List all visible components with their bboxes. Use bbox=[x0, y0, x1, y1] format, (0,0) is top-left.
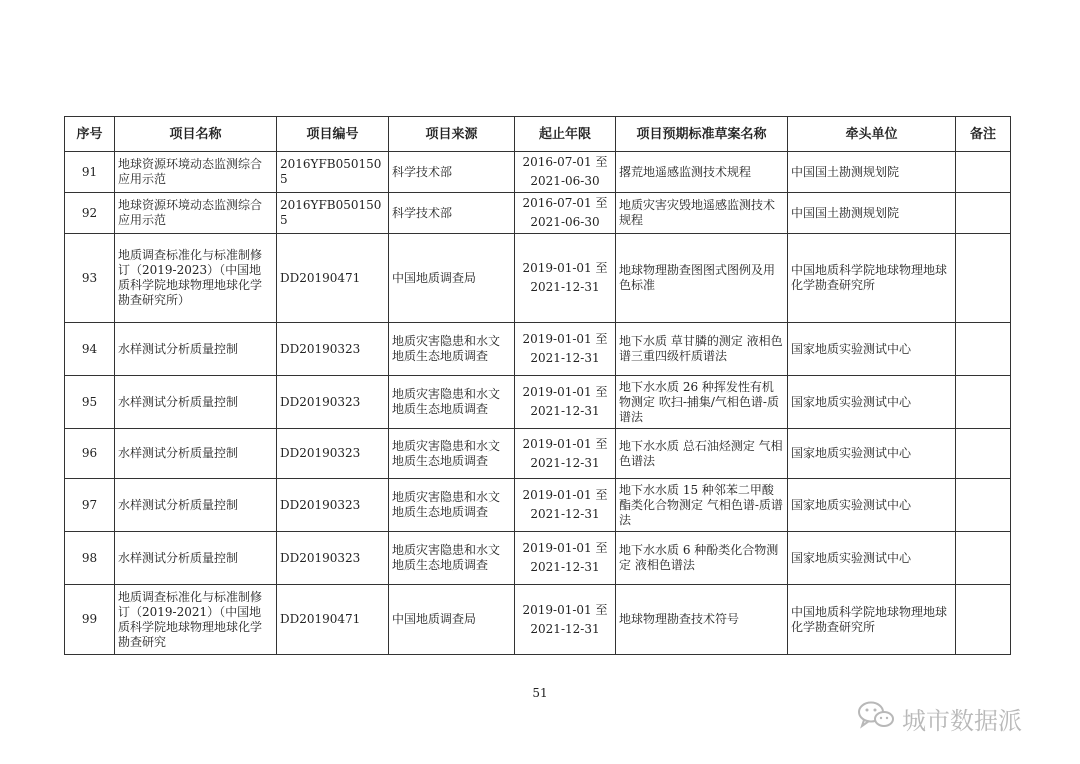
cell-remarks bbox=[956, 532, 1011, 585]
cell-no: 93 bbox=[65, 234, 115, 323]
cell-project-name: 地球资源环境动态监测综合应用示范 bbox=[115, 152, 277, 193]
cell-project-source: 地质灾害隐患和水文地质生态地质调查 bbox=[389, 429, 515, 479]
cell-standard-name: 地质灾害灾毁地遥感监测技术规程 bbox=[616, 193, 788, 234]
cell-period bbox=[515, 234, 616, 323]
cell-remarks bbox=[956, 152, 1011, 193]
period-end: 2021-12-31 bbox=[530, 560, 600, 574]
cell-remarks bbox=[956, 234, 1011, 323]
cell-period bbox=[515, 152, 616, 193]
cell-project-name: 地质调查标准化与标准制修订（2019-2023）（中国地质科学院地球物理地球化学勘查研究所） bbox=[115, 234, 277, 323]
cell-project-source: 地质灾害隐患和水文地质生态地质调查 bbox=[389, 376, 515, 429]
cell-no: 97 bbox=[65, 479, 115, 532]
standards-table bbox=[64, 116, 1011, 655]
table-row bbox=[65, 479, 1011, 532]
table-row bbox=[65, 152, 1011, 193]
period-end: 2021-12-31 bbox=[530, 507, 600, 521]
period-end: 2021-12-31 bbox=[530, 351, 600, 365]
cell-project-source: 科学技术部 bbox=[389, 193, 515, 234]
cell-lead-unit: 国家地质实验测试中心 bbox=[788, 532, 956, 585]
cell-lead-unit: 中国地质科学院地球物理地球化学勘查研究所 bbox=[788, 585, 956, 655]
cell-project-source: 中国地质调查局 bbox=[389, 234, 515, 323]
cell-project-code: 2016YFB0501505 bbox=[277, 152, 389, 193]
watermark bbox=[856, 700, 1022, 736]
page-number: 51 bbox=[532, 686, 548, 700]
cell-period bbox=[515, 532, 616, 585]
cell-standard-name: 地下水水质 总石油烃测定 气相色谱法 bbox=[616, 429, 788, 479]
cell-project-name: 水样测试分析质量控制 bbox=[115, 429, 277, 479]
cell-lead-unit: 中国国土勘测规划院 bbox=[788, 152, 956, 193]
period-start: 2019-01-01 至 bbox=[522, 332, 608, 346]
table-row bbox=[65, 193, 1011, 234]
period-start: 2019-01-01 至 bbox=[522, 602, 608, 617]
period-end: 2021-12-31 bbox=[530, 455, 600, 470]
cell-project-code: DD20190323 bbox=[277, 323, 389, 376]
cell-project-source: 中国地质调查局 bbox=[389, 585, 515, 655]
period-start: 2016-07-01 至 bbox=[522, 196, 608, 210]
header-lead-unit: 牵头单位 bbox=[788, 117, 956, 152]
cell-remarks bbox=[956, 376, 1011, 429]
period-end: 2021-12-31 bbox=[530, 404, 600, 418]
cell-project-code: 2016YFB0501505 bbox=[277, 193, 389, 234]
cell-no: 99 bbox=[65, 585, 115, 655]
table-row bbox=[65, 532, 1011, 585]
period-start: 2019-01-01 至 bbox=[522, 436, 608, 451]
cell-period bbox=[515, 323, 616, 376]
period-end: 2021-12-31 bbox=[530, 280, 600, 294]
cell-standard-name: 地下水水质 15 种邻苯二甲酸酯类化合物测定 气相色谱-质谱法 bbox=[616, 479, 788, 532]
cell-standard-name: 地球物理勘查技术符号 bbox=[616, 585, 788, 655]
cell-remarks bbox=[956, 323, 1011, 376]
cell-remarks bbox=[956, 429, 1011, 479]
cell-remarks bbox=[956, 193, 1011, 234]
cell-no: 92 bbox=[65, 193, 115, 234]
cell-lead-unit: 中国地质科学院地球物理地球化学勘查研究所 bbox=[788, 234, 956, 323]
cell-project-code: DD20190323 bbox=[277, 376, 389, 429]
cell-remarks bbox=[956, 585, 1011, 655]
period-start: 2016-07-01 至 bbox=[522, 155, 608, 169]
period-start: 2019-01-01 至 bbox=[522, 541, 608, 555]
cell-project-code: DD20190471 bbox=[277, 585, 389, 655]
header-project-name: 项目名称 bbox=[115, 117, 277, 152]
table-row bbox=[65, 376, 1011, 429]
cell-project-name: 地质调查标准化与标准制修订（2019-2021）（中国地质科学院地球物理地球化学勘查研究 bbox=[115, 585, 277, 655]
cell-no: 94 bbox=[65, 323, 115, 376]
cell-project-code: DD20190323 bbox=[277, 429, 389, 479]
cell-no: 96 bbox=[65, 429, 115, 479]
cell-project-source: 地质灾害隐患和水文地质生态地质调查 bbox=[389, 323, 515, 376]
cell-project-name: 水样测试分析质量控制 bbox=[115, 479, 277, 532]
cell-lead-unit: 国家地质实验测试中心 bbox=[788, 479, 956, 532]
cell-period bbox=[515, 376, 616, 429]
table-row bbox=[65, 429, 1011, 479]
cell-standard-name: 地球物理勘查图图式图例及用色标准 bbox=[616, 234, 788, 323]
cell-project-code: DD20190471 bbox=[277, 234, 389, 323]
cell-project-name: 地球资源环境动态监测综合应用示范 bbox=[115, 193, 277, 234]
cell-project-code: DD20190323 bbox=[277, 532, 389, 585]
period-start: 2019-01-01 至 bbox=[522, 488, 608, 502]
cell-period bbox=[515, 429, 616, 479]
header-period: 起止年限 bbox=[515, 117, 616, 152]
cell-lead-unit: 国家地质实验测试中心 bbox=[788, 429, 956, 479]
header-project-source: 项目来源 bbox=[389, 117, 515, 152]
cell-standard-name: 地下水水质 6 种酚类化合物测定 液相色谱法 bbox=[616, 532, 788, 585]
cell-no: 98 bbox=[65, 532, 115, 585]
period-end: 2021-12-31 bbox=[530, 621, 600, 636]
watermark-text: 城市数据派 bbox=[902, 706, 1022, 735]
cell-standard-name: 撂荒地遥感监测技术规程 bbox=[616, 152, 788, 193]
cell-project-name: 水样测试分析质量控制 bbox=[115, 376, 277, 429]
cell-project-name: 水样测试分析质量控制 bbox=[115, 323, 277, 376]
period-start: 2019-01-01 至 bbox=[522, 261, 608, 275]
header-remarks: 备注 bbox=[956, 117, 1011, 152]
table-header-row bbox=[65, 117, 1011, 152]
cell-lead-unit: 国家地质实验测试中心 bbox=[788, 323, 956, 376]
header-standard-name: 项目预期标准草案名称 bbox=[616, 117, 788, 152]
cell-standard-name: 地下水质 草甘膦的测定 液相色谱三重四级杆质谱法 bbox=[616, 323, 788, 376]
cell-period bbox=[515, 193, 616, 234]
cell-project-source: 地质灾害隐患和水文地质生态地质调查 bbox=[389, 479, 515, 532]
period-end: 2021-06-30 bbox=[530, 174, 600, 188]
table-row bbox=[65, 585, 1011, 655]
period-end: 2021-06-30 bbox=[530, 215, 600, 229]
cell-project-code: DD20190323 bbox=[277, 479, 389, 532]
cell-project-source: 科学技术部 bbox=[389, 152, 515, 193]
cell-standard-name: 地下水水质 26 种挥发性有机物测定 吹扫-捕集/气相色谱-质谱法 bbox=[616, 376, 788, 429]
header-no: 序号 bbox=[65, 117, 115, 152]
period-start: 2019-01-01 至 bbox=[522, 385, 608, 399]
cell-no: 91 bbox=[65, 152, 115, 193]
cell-lead-unit: 中国国土勘测规划院 bbox=[788, 193, 956, 234]
table-row bbox=[65, 234, 1011, 323]
header-project-code: 项目编号 bbox=[277, 117, 389, 152]
wechat-icon bbox=[856, 699, 902, 737]
cell-project-name: 水样测试分析质量控制 bbox=[115, 532, 277, 585]
cell-period bbox=[515, 479, 616, 532]
cell-period bbox=[515, 585, 616, 655]
cell-no: 95 bbox=[65, 376, 115, 429]
cell-project-source: 地质灾害隐患和水文地质生态地质调查 bbox=[389, 532, 515, 585]
table-row bbox=[65, 323, 1011, 376]
cell-remarks bbox=[956, 479, 1011, 532]
cell-lead-unit: 国家地质实验测试中心 bbox=[788, 376, 956, 429]
